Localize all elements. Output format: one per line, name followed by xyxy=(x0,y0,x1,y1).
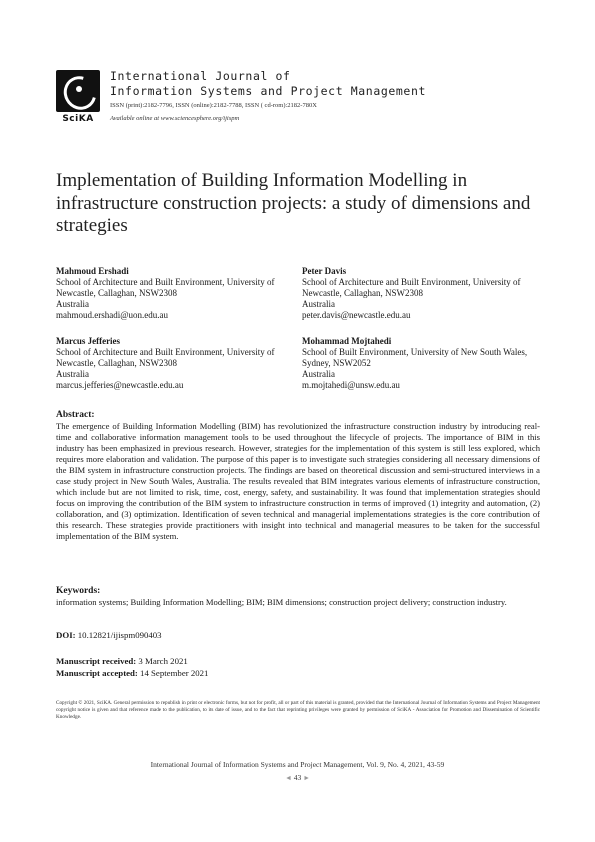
received-label: Manuscript received: xyxy=(56,656,137,666)
author-affiliation: School of Architecture and Built Environment, University of Newcastle, Callaghan, NSW2308 xyxy=(302,277,521,298)
next-page-icon[interactable]: ► xyxy=(303,774,311,782)
abstract-heading: Abstract: xyxy=(56,410,95,420)
author-email[interactable]: mahmoud.ershadi@uon.edu.au xyxy=(56,310,169,320)
abstract-text: The emergence of Building Information Modelling (BIM) has revolutionized the infrastructure construction industry by introducing real-time and collaborative information management tools to be used throughout the lifecycle of projects. The importance of BIM in this industry has been emphasized in previous research. However, strategies for the implementation of this system is still less explored, which requires more elaboration and validation. The purpose of this paper is to investigate such strategies considering all necessary dimensions of the BIM system in infrastructure construction projects. The findings are based on theoretical discussion and semi-structured interviews in a case study project in New South Wales, Australia. The results revealed that BIM integrates various elements of infrastructure construction, which include but are not limited to risk, time, cost, energy, safety, and sustainability. It was found that implementation strategies should focus on improving the contribution of the BIM system to infrastructure construction in terms of improved (1) integrity and automation, (2) collaboration, and (3) optimization. Identification of seven technical and managerial implementations strategies is the core contribution of this research. These strategies provide practitioners with insight into technical and managerial measures to be taken for the successful implementation of the BIM system. xyxy=(56,421,540,541)
paper-title: Implementation of Building Information Modelling in infrastructure construction projects: a study of dimensions and strategies xyxy=(56,170,531,236)
author-country: Australia xyxy=(56,299,89,309)
author-name: Marcus Jefferies xyxy=(56,336,121,346)
page-number: 43 xyxy=(293,773,302,782)
keywords-text: information systems; Building Information Modelling; BIM; BIM dimensions; construction project delivery; construction industry. xyxy=(56,597,507,607)
author-name: Mohammad Mojtahedi xyxy=(302,336,392,346)
journal-title-line1: International Journal of xyxy=(110,69,291,83)
prev-page-icon[interactable]: ◄ xyxy=(284,774,292,782)
sciKA-logo xyxy=(56,70,100,126)
author-card xyxy=(56,336,296,391)
author-country: Australia xyxy=(302,299,335,309)
accepted-label: Manuscript accepted: xyxy=(56,667,138,678)
page-navigation xyxy=(0,773,595,782)
author-name: Mahmoud Ershadi xyxy=(56,266,129,276)
author-country: Australia xyxy=(56,369,89,379)
doi-line xyxy=(56,630,162,640)
author-card xyxy=(302,336,542,391)
author-email[interactable]: marcus.jefferies@newcastle.edu.au xyxy=(56,380,184,390)
keywords-heading: Keywords: xyxy=(56,586,101,596)
journal-title-line2: Information Systems and Project Management xyxy=(110,84,426,98)
author-email[interactable]: m.mojtahedi@unsw.edu.au xyxy=(302,380,400,390)
doi-value[interactable]: 10.12821/ijispm090403 xyxy=(77,630,162,640)
accepted-line xyxy=(56,668,208,680)
author-email[interactable]: peter.davis@newcastle.edu.au xyxy=(302,310,411,320)
available-online-link[interactable]: Available online at www.sciencesphere.org/ijispm xyxy=(110,115,240,122)
accepted-value: 14 September 2021 xyxy=(140,667,209,678)
copyright-notice: Copyright © 2021, SciKA. General permission to republish in print or electronic forms, but not for profit, all or part of this material is granted, provided that the International Journal of Information Systems and Project Management copyright notice is given and that reference made to the publication, to its date of issue, and to the fact that reprinting privileges were granted by permission of SciKA - Association for Promotion and Dissemination of Scientific Knowledge. xyxy=(56,700,540,720)
abstract-section xyxy=(56,410,540,542)
author-card xyxy=(302,266,542,321)
issn-line: ISSN (print):2182-7796, ISSN (online):2182-7788, ISSN ( cd-rom):2182-780X xyxy=(110,102,317,109)
manuscript-dates xyxy=(56,656,208,679)
logo-emblem-icon xyxy=(56,70,100,112)
author-affiliation: School of Architecture and Built Environment, University of Newcastle, Callaghan, NSW2308 xyxy=(56,347,275,368)
author-affiliation: School of Built Environment, University of New South Wales, Sydney, NSW2052 xyxy=(302,347,528,368)
journal-title xyxy=(110,69,530,99)
author-affiliation: School of Architecture and Built Environment, University of Newcastle, Callaghan, NSW2308 xyxy=(56,277,275,298)
received-line xyxy=(56,656,208,668)
author-card xyxy=(56,266,296,321)
received-value: 3 March 2021 xyxy=(138,656,188,666)
keywords-section xyxy=(56,586,540,608)
doi-label: DOI: xyxy=(56,630,76,640)
footer-citation: International Journal of Information Systems and Project Management, Vol. 9, No. 4, 2021, 43-59 xyxy=(150,760,445,769)
author-name: Peter Davis xyxy=(302,266,347,276)
logo-text: SciKA xyxy=(62,114,94,124)
author-country: Australia xyxy=(302,369,335,379)
